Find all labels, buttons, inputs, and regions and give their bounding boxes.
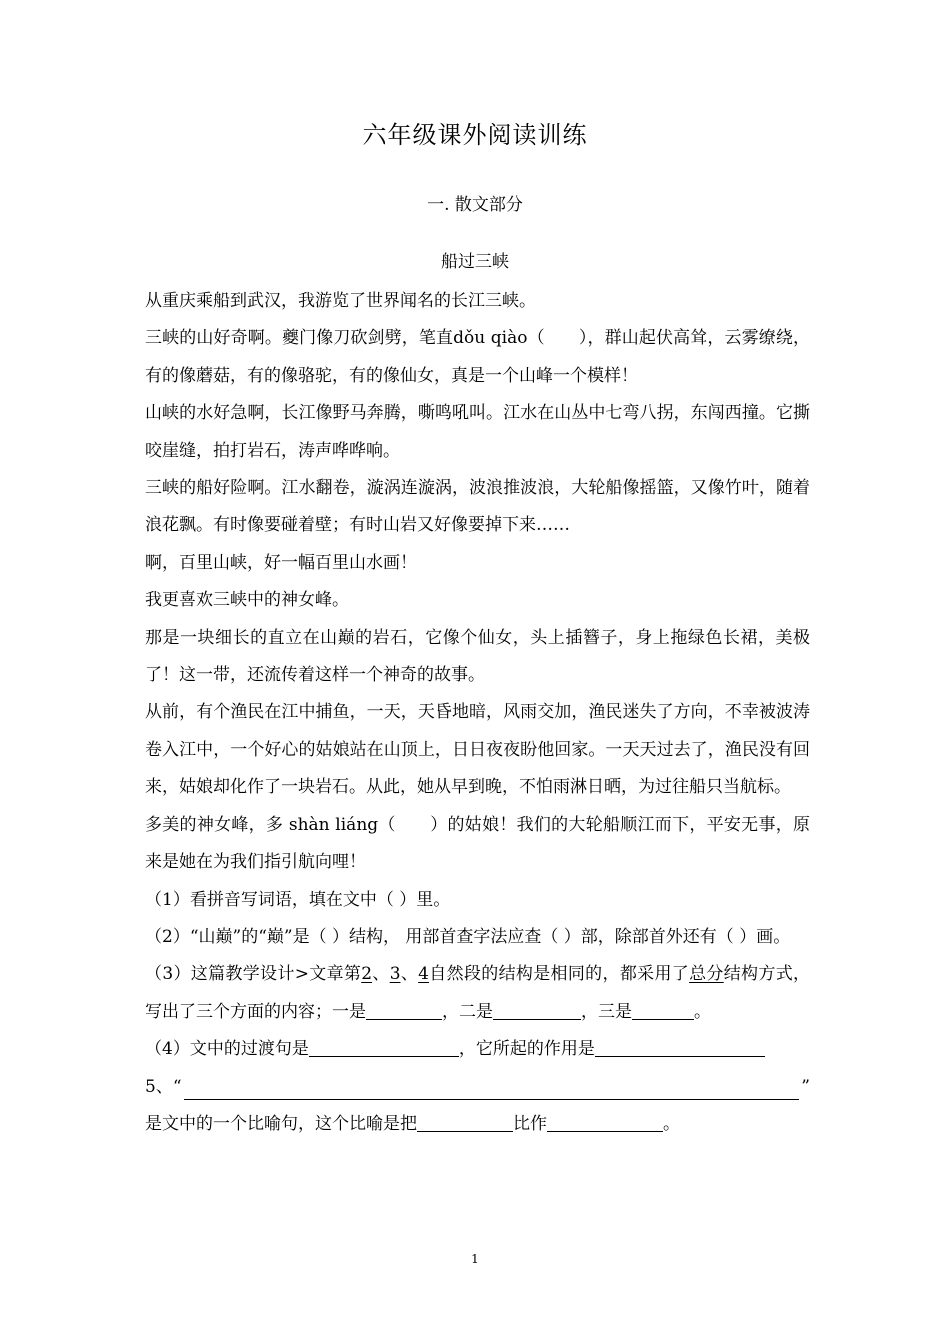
answer-blank-3[interactable] bbox=[632, 997, 694, 1020]
question-5-text-c: 。 bbox=[663, 1113, 680, 1134]
question-3-text-f: ，三是 bbox=[581, 1001, 632, 1022]
simile-sentence-blank[interactable] bbox=[184, 1075, 800, 1100]
separator: 、 bbox=[400, 964, 419, 985]
paragraph-2: 三峡的山好奇啊。夔门像刀砍剑劈，笔直dǒu qiào（ ），群山起伏高耸，云雾缭绕，有的像蘑菇，有的像骆驼，有的像仙女，真是一个山峰一个模样！ bbox=[145, 328, 810, 386]
question-5-text-a: 是文中的一个比喻句，这个比喻是把 bbox=[145, 1113, 417, 1134]
question-3-text-e: ，二是 bbox=[442, 1001, 493, 1022]
paragraph-number-4: 4 bbox=[418, 964, 429, 985]
paragraph-8: 从前，有个渔民在江中捕鱼，一天，天昏地暗，风雨交加，渔民迷失了方向，不幸被波涛卷入江中，一个好心的姑娘站在山顶上，日日夜夜盼他回家。一天天过去了，渔民没有回来，姑娘却化作了一块岩石。从此，她从早到晚，不怕雨淋日晒，为过往船只当航标。 bbox=[145, 702, 810, 798]
question-3-text-g: 。 bbox=[694, 1001, 711, 1022]
transition-function-blank[interactable] bbox=[595, 1034, 765, 1057]
paragraph-5: 啊，百里山峡，好一幅百里山水画！ bbox=[145, 552, 417, 573]
page-number: 1 bbox=[471, 1252, 479, 1266]
answer-blank-1[interactable] bbox=[366, 997, 442, 1020]
question-5-line bbox=[145, 1069, 810, 1106]
structure-answer: 总分 bbox=[689, 964, 724, 985]
simile-object-blank[interactable] bbox=[547, 1109, 663, 1132]
paragraph-3: 山峡的水好急啊，长江像野马奔腾，嘶鸣吼叫。江水在山丛中七弯八拐，东闯西撞。它撕咬崖缝，拍打岩石，涛声哗哗响。 bbox=[145, 403, 810, 461]
question-5-prefix: 5、“ bbox=[145, 1076, 182, 1097]
question-5-suffix: ” bbox=[801, 1076, 810, 1097]
paragraph-9: 多美的神女峰，多 shàn liáng（ ）的姑娘！我们的大轮船顺江而下，平安无事，原来是她在为我们指引航向哩！ bbox=[145, 814, 810, 873]
question-3 bbox=[145, 956, 810, 1031]
article-body bbox=[145, 283, 810, 1143]
question-5-text-b: 比作 bbox=[513, 1113, 547, 1134]
separator: 、 bbox=[372, 964, 390, 985]
question-2: （2）“山巅”的“巅”是（ ）结构， 用部首查字法应查（ ）部，除部首外还有（ ）画。 bbox=[145, 926, 791, 947]
transition-sentence-blank[interactable] bbox=[309, 1034, 459, 1057]
paragraph-6: 我更喜欢三峡中的神女峰。 bbox=[145, 590, 349, 611]
answer-blank-2[interactable] bbox=[493, 997, 581, 1020]
question-1: （1）看拼音写词语，填在文中（ ）里。 bbox=[145, 889, 451, 910]
paragraph-number-2: 2 bbox=[361, 964, 373, 985]
question-4-text-a: （4）文中的过渡句是 bbox=[145, 1039, 309, 1060]
article-title: 船过三峡 bbox=[441, 252, 509, 272]
question-3-text-b: 自然段的结构是相同的，都采用了 bbox=[428, 964, 690, 985]
paragraph-4: 三峡的船好险啊。江水翻卷，漩涡连漩涡，波浪推波浪，大轮船像摇篮，又像竹叶，随着浪花飘。有时像要碰着壁；有时山岩又好像要掉下来…… bbox=[145, 478, 810, 536]
paragraph-7: 那是一块细长的直立在山巅的岩石，它像个仙女，头上插簪子，身上拖绿色长裙，美极了！这一带，还流传着这样一个神奇的故事。 bbox=[145, 627, 810, 686]
simile-subject-blank[interactable] bbox=[417, 1109, 513, 1132]
paragraph-number-3: 3 bbox=[389, 964, 401, 985]
question-4 bbox=[145, 1031, 810, 1068]
question-3-text-d: 结构方式，写出了三个方面的内容；一是 bbox=[145, 964, 811, 1022]
question-5 bbox=[145, 1106, 810, 1143]
section-heading: 一. 散文部分 bbox=[427, 195, 523, 215]
paragraph-1: 从重庆乘船到武汉，我游览了世界闻名的长江三峡。 bbox=[145, 291, 536, 311]
question-4-text-b: ，它所起的作用是 bbox=[458, 1039, 595, 1060]
page-title: 六年级课外阅读训练 bbox=[362, 121, 588, 149]
question-3-text-a: （3）这篇教学设计>文章第 bbox=[145, 964, 362, 985]
